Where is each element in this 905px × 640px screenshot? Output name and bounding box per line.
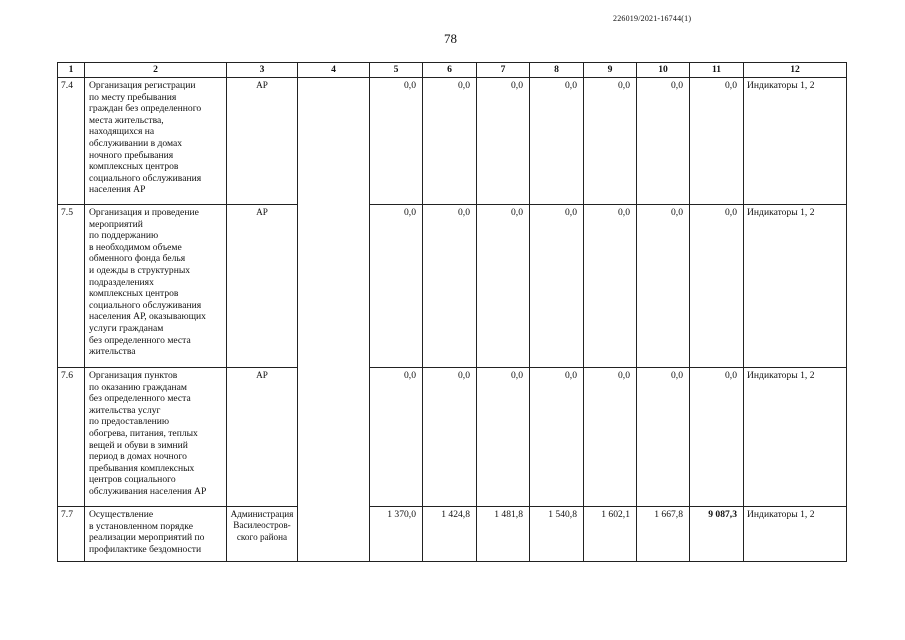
value-col-6: 0,0: [423, 205, 477, 368]
row-description: Осуществление в установленном порядке реализации мероприятий по профилактике бездомности: [85, 507, 227, 562]
value-col-11: 0,0: [690, 368, 744, 507]
row-executor: Администрация Василеостров- ского района: [227, 507, 298, 562]
value-col-5: 0,0: [370, 205, 423, 368]
row-indicators: Индикаторы 1, 2: [744, 368, 847, 507]
value-col-5: 1 370,0: [370, 507, 423, 562]
empty-column-4: [298, 78, 370, 562]
header-cell: 10: [637, 63, 690, 78]
row-description: Организация пунктов по оказанию гражданам без определенного места жительства услуг по предоставлению обогрева, питания, теплых вещей и обуви в зимний период в домах ночного пребывания комплексных центров социального обслуживания населения АР: [85, 368, 227, 507]
program-table: [57, 62, 847, 562]
value-col-7: 0,0: [477, 205, 530, 368]
header-cell: 8: [530, 63, 584, 78]
row-number: 7.4: [58, 78, 85, 205]
value-col-11-total: 9 087,3: [690, 507, 744, 562]
value-col-7: 0,0: [477, 368, 530, 507]
table-row: [58, 205, 847, 368]
row-number: 7.5: [58, 205, 85, 368]
header-cell: 5: [370, 63, 423, 78]
value-col-6: 0,0: [423, 368, 477, 507]
header-cell: 6: [423, 63, 477, 78]
row-executor: АР: [227, 368, 298, 507]
row-description: Организация регистрации по месту пребывания граждан без определенного места жительства, находящихся на обслуживании в домах ночного пребывания комплексных центров социального обслуживания населения АР: [85, 78, 227, 205]
row-executor: АР: [227, 78, 298, 205]
table-row: [58, 507, 847, 562]
value-col-9: 0,0: [584, 78, 637, 205]
document-id: 226019/2021-16744(1): [613, 14, 692, 23]
table-row: [58, 78, 847, 205]
row-number: 7.6: [58, 368, 85, 507]
value-col-7: 0,0: [477, 78, 530, 205]
value-col-11: 0,0: [690, 205, 744, 368]
value-col-5: 0,0: [370, 78, 423, 205]
value-col-8: 0,0: [530, 368, 584, 507]
value-col-11: 0,0: [690, 78, 744, 205]
value-col-8: 0,0: [530, 205, 584, 368]
value-col-9: 0,0: [584, 368, 637, 507]
row-indicators: Индикаторы 1, 2: [744, 78, 847, 205]
value-col-10: 0,0: [637, 205, 690, 368]
value-col-10: 0,0: [637, 78, 690, 205]
value-col-6: 0,0: [423, 78, 477, 205]
header-cell: 4: [298, 63, 370, 78]
header-cell: 12: [744, 63, 847, 78]
table-header-row: [58, 63, 847, 78]
header-cell: 2: [85, 63, 227, 78]
value-col-8: 1 540,8: [530, 507, 584, 562]
row-executor: АР: [227, 205, 298, 368]
row-indicators: Индикаторы 1, 2: [744, 507, 847, 562]
header-cell: 7: [477, 63, 530, 78]
value-col-7: 1 481,8: [477, 507, 530, 562]
row-number: 7.7: [58, 507, 85, 562]
value-col-5: 0,0: [370, 368, 423, 507]
header-cell: 11: [690, 63, 744, 78]
header-cell: 9: [584, 63, 637, 78]
header-cell: 1: [58, 63, 85, 78]
value-col-10: 1 667,8: [637, 507, 690, 562]
row-description: Организация и проведение мероприятий по поддержанию в необходимом объеме обменного фонда белья и одежды в структурных подразделениях комплексных центров социального обслуживания населения АР, оказывающих услуги гражданам без определенного места жительства: [85, 205, 227, 368]
value-col-9: 1 602,1: [584, 507, 637, 562]
value-col-6: 1 424,8: [423, 507, 477, 562]
page-number: 78: [444, 31, 457, 46]
table-row: [58, 368, 847, 507]
row-indicators: Индикаторы 1, 2: [744, 205, 847, 368]
value-col-9: 0,0: [584, 205, 637, 368]
value-col-10: 0,0: [637, 368, 690, 507]
header-cell: 3: [227, 63, 298, 78]
value-col-8: 0,0: [530, 78, 584, 205]
